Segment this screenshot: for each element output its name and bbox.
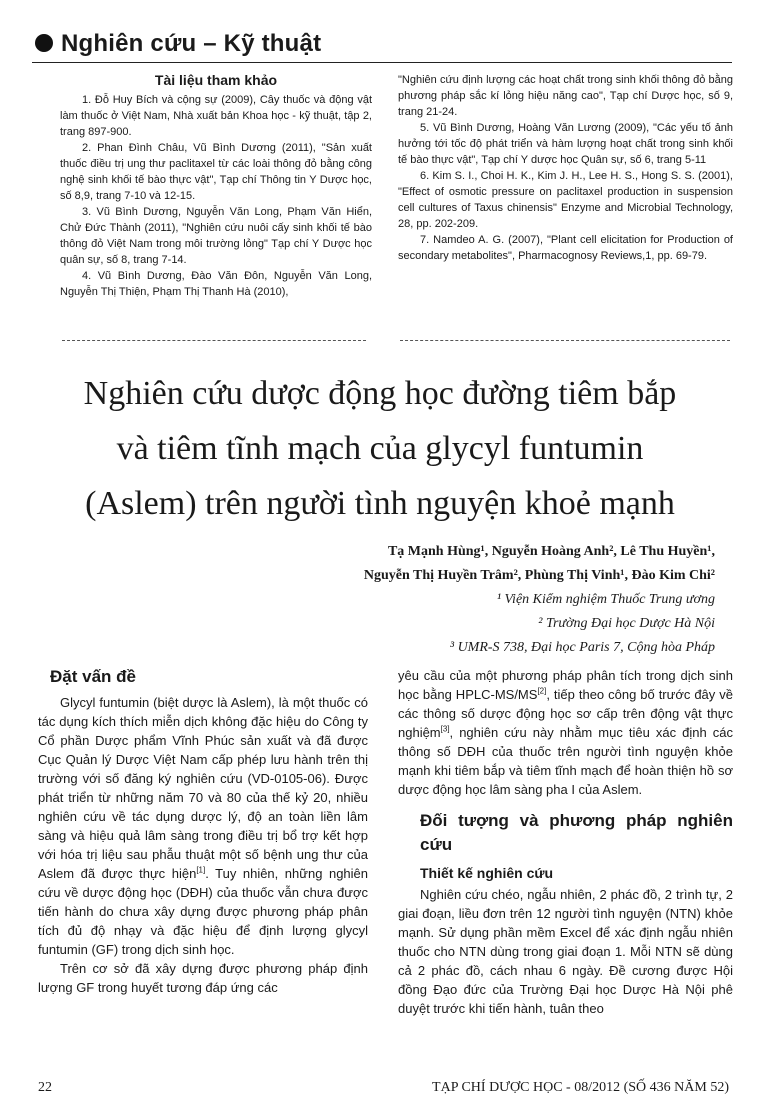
references-left-column [60,72,372,300]
separator-right [400,340,730,341]
section-heading: Đối tượng và phương pháp nghiên cứu [420,811,733,854]
reference-item: "Nghiên cứu định lượng các hoạt chất trong sinh khối thông đỏ bằng phương pháp sắc kí lỏng hiệu năng cao", Tạp chí Dược học, số 9, trang 21-24. [398,74,733,118]
paragraph: Glycyl funtumin (biệt dược là Aslem), là một thuốc có tác dụng kích thích miễn dịch không đặc hiệu do Công ty Cổ phần Dược phẩm Vĩnh Phúc sản xuất và đã được Cục Quản lý Dược Việt Nam cấp phép lưu hành trên thị trường với số đăng ký nghiên cứu (VD-0105-06). Được phát triển từ những năm 70 và 80 của thế kỷ 20, nhiều nghiên cứu về tác dụng dược lý, độ an toàn liền lâm sàng và hiệu quả lâm sàng trong điều trị bổ trợ kết hợp với hóa trị liệu sau phẫu thuật một số bệnh ung thư của Aslem đã được thực hiện[1]. Tuy nhiên, những nghiên cứu về dược động học (DĐH) của thuốc vẫn chưa được tiến hành do chưa xây dựng được phương pháp phân tích đủ độ nhạy và đặc hiệu để định lượng glycyl funtumin (GF) trong dịch sinh học. [38,695,369,957]
reference-item: 2. Phan Đình Châu, Vũ Bình Dương (2011), "Sản xuất thuốc điều trị ung thư paclitaxel từ các loài thông đỏ bằng công nghệ sinh khối tế bào thực vật", Tạp chí Thông tin Y Dược học, số 8,9, trang 7-10 và 12-15. [60,142,372,202]
affiliation: ¹ Viện Kiểm nghiệm Thuốc Trung ương [496,592,715,607]
reference-item: 7. Namdeo A. G. (2007), "Plant cell elicitation for Production of secondary metabolites", Pharmacognosy Reviews,1, pp. 69-79. [398,234,733,262]
title-line: Nghiên cứu dược động học đường tiêm bắp [83,375,677,412]
references-right-column [398,72,733,264]
body-right-column [398,666,733,1018]
journal-footer: TẠP CHÍ DƯỢC HỌC - 08/2012 (SỐ 436 NĂM 52) [432,1080,729,1095]
affiliation: ³ UMR-S 738, Đại học Paris 7, Cộng hòa Pháp [449,640,715,655]
reference-item: 5. Vũ Bình Dương, Hoàng Văn Lương (2009), "Các yếu tố ảnh hưởng tới tốc độ phát triển và hàm lượng hoạt chất trong sinh khối tế bào thực vật", Tạp chí Y dược học Quân sự, số 6, trang 5-11 [398,122,733,166]
reference-item: 6. Kim S. I., Choi H. K., Kim J. H., Lee H. S., Hong S. S. (2001), "Effect of osmotic pressure on paclitaxel production in suspension cell cultures of Taxus chinensis" Enzyme and Microbial Technology, 28, pp. 202-209. [398,170,733,230]
separator-left [62,340,366,341]
paragraph: Trên cơ sở đã xây dựng được phương pháp định lượng GF trong huyết tương đáp ứng các [38,961,368,995]
references-heading: Tài liệu tham khảo [154,72,278,88]
section-title: Nghiên cứu – Kỹ thuật [61,30,322,57]
author-block [155,540,715,660]
section-header [35,30,321,58]
paragraph: yêu cầu của một phương pháp phân tích trong dịch sinh học bằng HPLC-MS/MS[2], tiếp theo công bố trước đây về các thông số dược động học sơ cấp trên động vật thực nghiệm[3], nghiên cứu này nhằm mục tiêu xác định các thông số DĐH của thuốc trên người tình nguyện khỏe mạnh khi tiêm bắp và tiêm tĩnh mạch để hoàn thiện hồ sơ dược động học lâm sàng pha I của Aslem. [398,668,733,797]
section-heading: Đặt vấn đề [50,667,136,686]
body-left-column [38,665,368,997]
reference-item: 3. Vũ Bình Dương, Nguyễn Văn Long, Phạm Văn Hiển, Chử Đức Thành (2011), "Nghiên cứu nuôi cấy sinh khối tế bào thông đỏ Việt Nam trong môi trường lỏng" Tạp chí Y Dược học quân sự, số 8, trang 7-14. [60,206,372,266]
affiliation: ² Trường Đại học Dược Hà Nội [538,616,715,631]
article-title [40,366,720,531]
page-number: 22 [38,1080,52,1095]
author-names: Nguyễn Thị Huyền Trâm², Phùng Thị Vinh¹, Đào Kim Chi² [363,568,715,583]
title-line: và tiêm tĩnh mạch của glycyl funtumin [116,430,644,467]
reference-item: 4. Vũ Bình Dương, Đào Văn Đôn, Nguyễn Văn Long, Nguyễn Thị Thiện, Phạm Thị Thanh Hà (2010), [60,270,372,298]
subsection-heading: Thiết kế nghiên cứu [420,865,554,881]
title-line: (Aslem) trên người tình nguyện khoẻ mạnh [85,485,675,522]
bullet-icon [35,34,53,52]
paragraph: Nghiên cứu chéo, ngẫu nhiên, 2 phác đồ, 2 trình tự, 2 giai đoạn, liều đơn trên 12 người tình nguyện (NTN) khỏe mạnh. Sử dụng phần mềm Excel để xác định ngẫu nhiên thuốc cho NTN dùng trong giai đoạn 1. Mỗi NTN sẽ dùng cả 2 phác đồ, cách nhau 6 ngày. Đề cương được Hội đồng Đạo đức của Trường Đại học Dược Hà Nội phê duyệt trước khi tiến hành, tuân theo [398,887,733,1016]
reference-item: 1. Đỗ Huy Bích và cộng sự (2009), Cây thuốc và động vật làm thuốc ở Việt Nam, Nhà xuất bản Khoa học - kỹ thuật, tập 2, trang 897-900. [60,94,372,138]
author-names: Tạ Mạnh Hùng¹, Nguyễn Hoàng Anh², Lê Thu Huyền¹, [387,544,715,559]
header-rule [32,62,732,63]
